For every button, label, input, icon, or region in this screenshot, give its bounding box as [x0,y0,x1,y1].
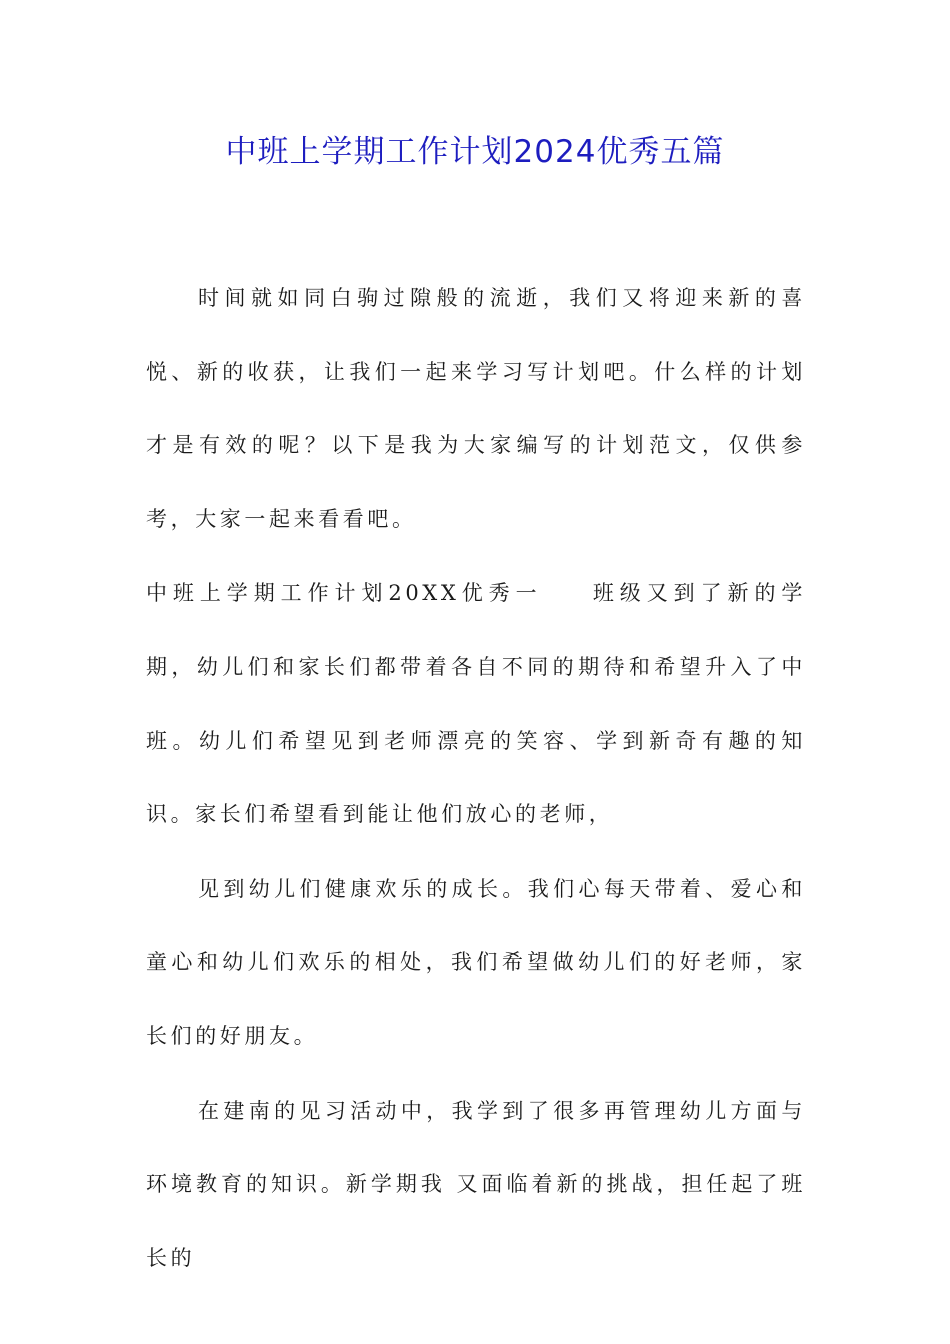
section-heading: 中班上学期工作计划20XX优秀一 [146,581,543,606]
paragraph-text: 见到幼儿们健康欢乐的成长。我们心每天带着、爱心和童心和幼儿们欢乐的相处，我们希望做幼儿们的好老师，家长们的好朋友。 [146,876,806,1048]
intro-paragraph [146,262,806,556]
section-one-paragraph [146,557,806,851]
body-paragraph [146,1075,806,1296]
paragraph-text: 时间就如同白驹过隙般的流逝，我们又将迎来新的喜悦、新的收获，让我们一起来学习写计划吧。什么样的计划才是有效的呢？以下是我为大家编写的计划范文，仅供参考，大家一起来看看吧。 [146,286,806,531]
paragraph-text: 班级又到了新的学期，幼儿们和家长们都带着各自不同的期待和希望升入了中班。幼儿们希望见到老师漂亮的笑容、学到新奇有趣的知识。家长们希望看到能让他们放心的老师， [146,581,806,827]
body-paragraph [146,853,806,1074]
document-title: 中班上学期工作计划2024优秀五篇 [225,134,725,170]
document-body [146,262,806,1296]
paragraph-text: 在建南的见习活动中，我学到了很多再管理幼儿方面与环境教育的知识。新学期我 又面临着新的挑战，担任起了班长的 [146,1098,806,1270]
